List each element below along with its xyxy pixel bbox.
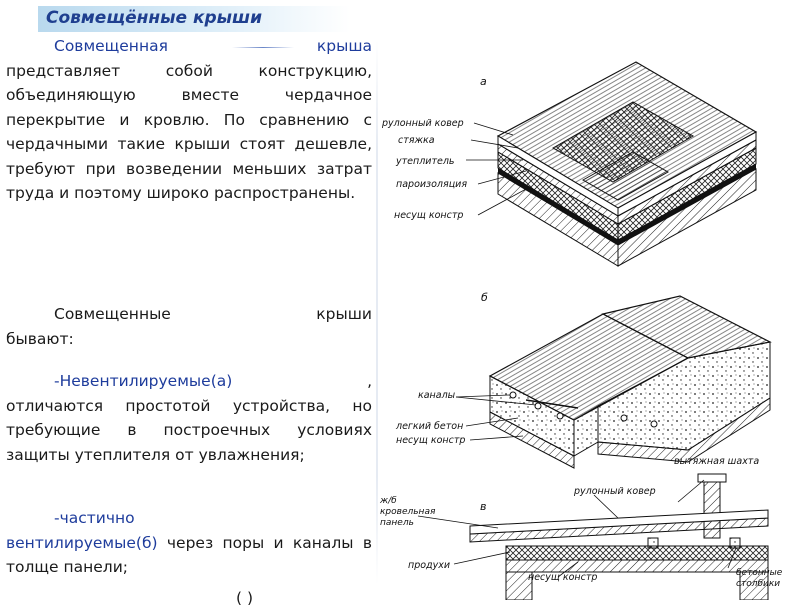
label-b-channels: каналы: [418, 390, 456, 401]
label-a-insulation: утеплитель: [396, 156, 455, 167]
label-v-columns-2: столбики: [736, 579, 781, 589]
label-a-carpet: рулонный ковер: [382, 118, 464, 129]
label-a-structure: несущ констр: [394, 210, 464, 221]
definition-term: Совмещенная: [54, 37, 168, 55]
figure-letter-a: а: [480, 75, 487, 88]
figure-letter-b: б: [481, 291, 488, 304]
label-v-structure: несущ констр: [528, 572, 598, 583]
label-v-panel-2: кровельная: [380, 507, 436, 517]
partially-term-2: вентилируемые(б): [6, 533, 158, 552]
label-b-light-concrete: легкий бетон: [396, 421, 464, 432]
paragraph-cutoff: [6, 586, 372, 611]
label-v-columns-1: бетонные: [736, 568, 783, 578]
paragraph-types-intro: [6, 302, 372, 351]
label-v-panel-1: ж/б: [380, 496, 397, 506]
roof-diagram: [378, 40, 800, 600]
cutoff-fragment: ( ): [236, 589, 254, 607]
label-v-carpet: рулонный ковер: [574, 486, 656, 497]
partially-term-1: частично: [59, 509, 135, 527]
label-a-screed: стяжка: [398, 135, 435, 146]
partially-term-line: [6, 506, 372, 531]
label-b-structure: несущ констр: [396, 435, 466, 446]
list-dash-2: -: [54, 509, 60, 527]
term-comma: ,: [367, 372, 372, 390]
list-dash: -: [54, 372, 60, 390]
label-a-vapour: пароизоляция: [396, 179, 468, 190]
slide-title: Совмещённые крыши: [46, 8, 263, 28]
definition-lead: [6, 34, 372, 59]
types-intro-word-1: Совмещенные: [54, 305, 171, 323]
types-intro-word-3: бывают:: [6, 329, 74, 348]
roof-diagram-svg: [378, 40, 800, 600]
paragraph-partially-ventilated: [6, 506, 372, 580]
unventilated-body: отличаются простотой устройства, но требующие в построечных условиях защиты утеплителя от увлажнения;: [6, 396, 372, 464]
diagram-a: [381, 62, 756, 266]
diagram-b: [395, 291, 770, 468]
types-intro-line: [6, 302, 372, 327]
definition-term-2: крыша: [316, 37, 372, 55]
types-intro-word-2: крыши: [316, 305, 372, 323]
unventilated-term-line: [6, 369, 372, 394]
unventilated-term: Невентилируемые(а): [59, 372, 233, 390]
paragraph-unventilated: [6, 369, 372, 467]
label-v-panel-3: панель: [380, 518, 414, 528]
partially-body: через поры и каналы в толще панели;: [6, 533, 372, 576]
label-v-shaft: вытяжная шахта: [674, 456, 760, 467]
definition-body: представляет собой конструкцию, объединяющую вместе чердачное перекрытие и кровлю. По сравнению с чердачными такие крыши стоят дешевле, требуют при возведении меньших затрат труда и поэтому широко распространены.: [6, 61, 372, 202]
label-v-vents: продухи: [408, 560, 451, 571]
diagram-v: [379, 456, 783, 600]
paragraph-definition: [6, 34, 372, 206]
figure-letter-v: в: [480, 500, 487, 513]
